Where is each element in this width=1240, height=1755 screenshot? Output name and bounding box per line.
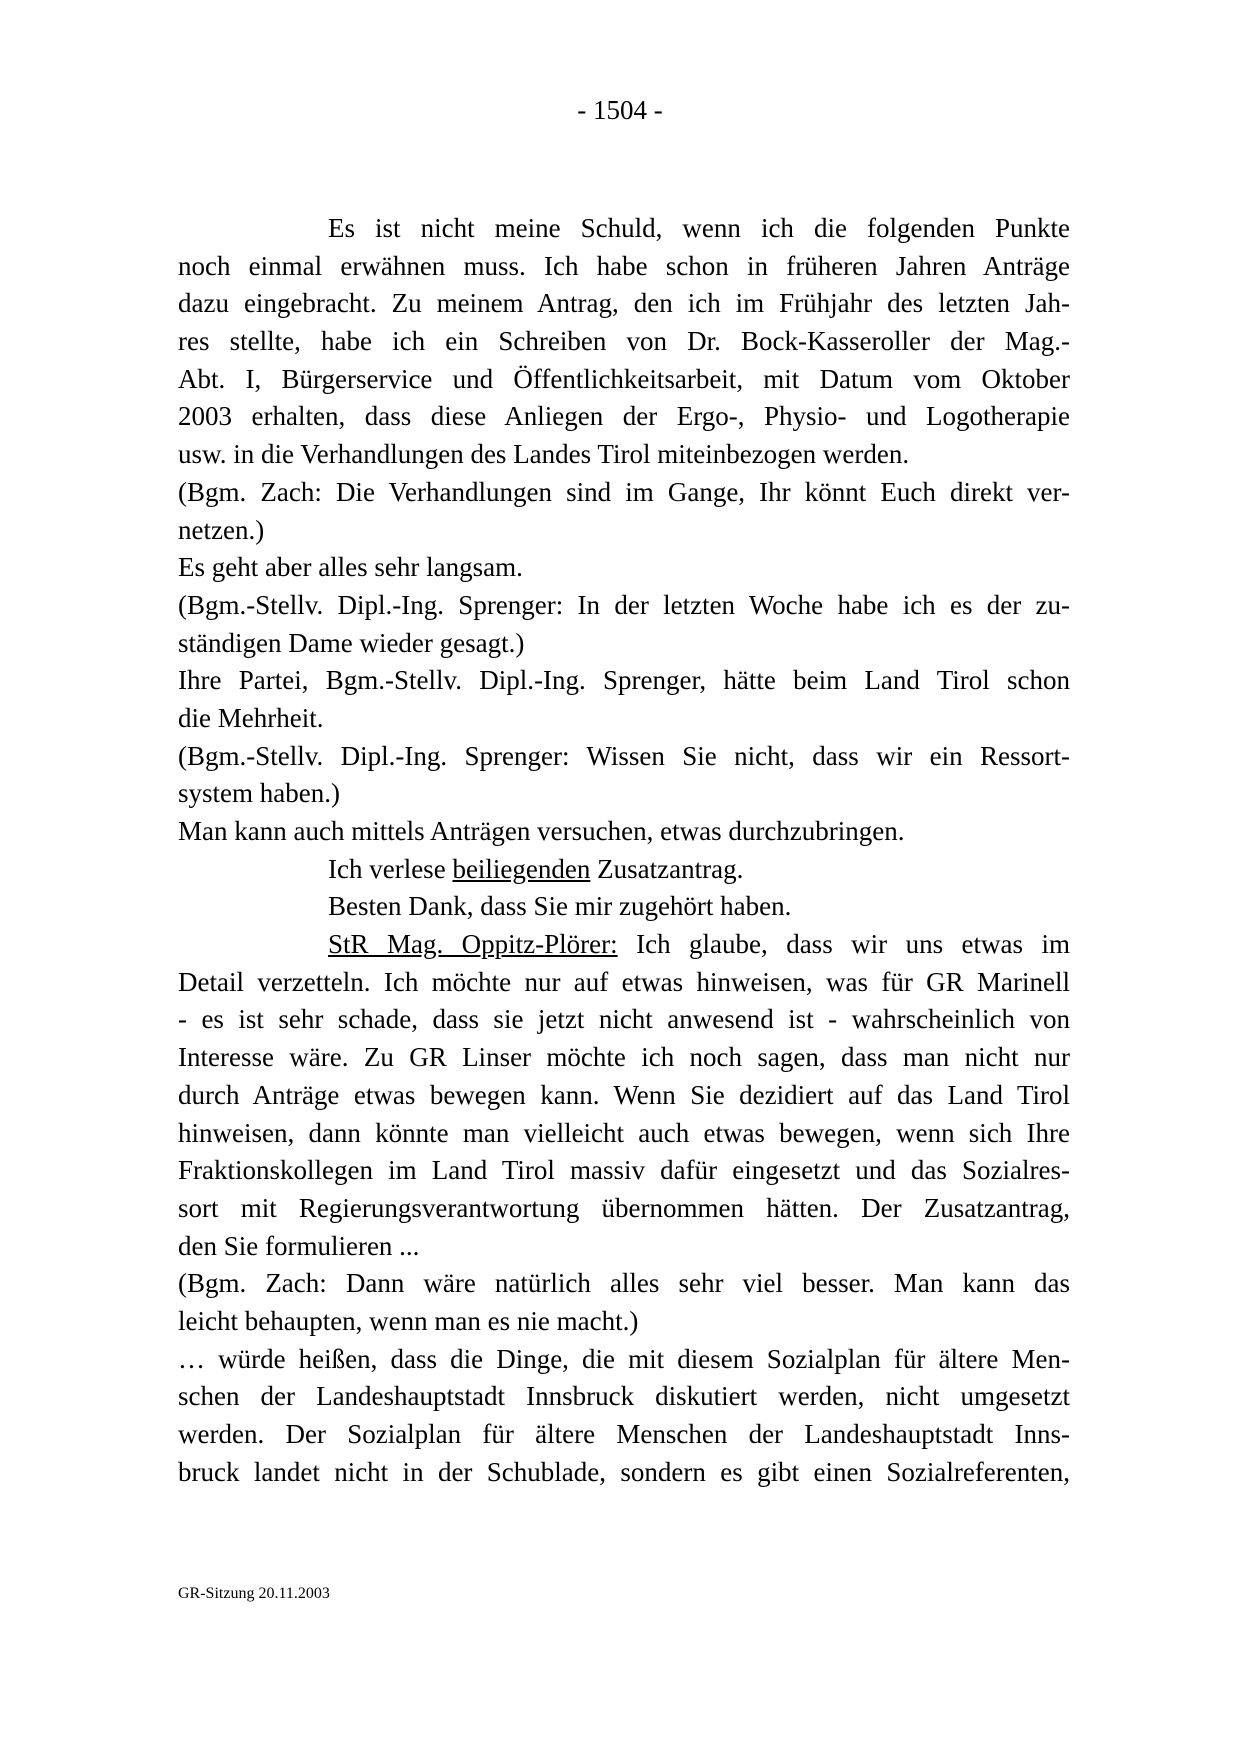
- footer-session-date: GR-Sitzung 20.11.2003: [178, 1585, 330, 1602]
- text-line: 2003 erhalten, dass diese Anliegen der Ergo-, Physio- und Logotherapie: [178, 401, 1070, 432]
- text-line: hinweisen, dann könnte man vielleicht auch etwas bewegen, wenn sich Ihre: [178, 1117, 1070, 1148]
- text-line: Besten Dank, dass Sie mir zugehört haben.: [328, 891, 792, 922]
- text-segment: Ich verlese: [328, 853, 453, 884]
- text-line: werden. Der Sozialplan für ältere Menschen der Landeshauptstadt Inns-: [178, 1419, 1070, 1449]
- underlined-word: beiliegenden: [452, 853, 591, 884]
- speaker-name: StR Mag. Oppitz-Plörer:: [328, 929, 618, 960]
- text-line: - es ist sehr schade, dass sie jetzt nicht anwesend ist - wahrscheinlich von: [178, 1004, 1070, 1035]
- text-line: Es ist nicht meine Schuld, wenn ich die folgenden Punkte: [328, 213, 1070, 243]
- text-line: … würde heißen, dass die Dinge, die mit diesem Sozialplan für ältere Men-: [178, 1343, 1070, 1374]
- interjection-line: leicht behaupten, wenn man es nie macht.): [178, 1305, 639, 1336]
- text-line: die Mehrheit.: [178, 702, 324, 733]
- text-line: [178, 851, 1070, 889]
- text-line: Es geht aber alles sehr langsam.: [178, 552, 523, 583]
- text-segment: Zusatzantrag.: [590, 853, 744, 884]
- text-line: Man kann auch mittels Anträgen versuchen, etwas durchzubringen.: [178, 816, 905, 846]
- interjection-line: (Bgm.-Stellv. Dipl.-Ing. Sprenger: In der letzten Woche habe ich es der zu-: [178, 589, 1070, 620]
- text-line: dazu eingebracht. Zu meinem Antrag, den ich im Frühjahr des letzten Jah-: [178, 288, 1070, 319]
- text-line: sort mit Regierungsverantwortung übernommen hätten. Der Zusatzantrag,: [178, 1192, 1070, 1223]
- text-line: Fraktionskollegen im Land Tirol massiv dafür eingesetzt und das Sozialres-: [178, 1155, 1070, 1186]
- text-line: Detail verzetteln. Ich möchte nur auf etwas hinweisen, was für GR Marinell: [178, 966, 1070, 997]
- text-line: Ihre Partei, Bgm.-Stellv. Dipl.-Ing. Sprenger, hätte beim Land Tirol schon: [178, 665, 1070, 696]
- speaker-line: [178, 926, 1070, 964]
- text-line: bruck landet nicht in der Schublade, sondern es gibt einen Sozialreferenten,: [178, 1456, 1070, 1487]
- text-line: noch einmal erwähnen muss. Ich habe schon in früheren Jahren Anträge: [178, 250, 1070, 281]
- text-line: res stellte, habe ich ein Schreiben von Dr. Bock-Kasseroller der Mag.-: [178, 326, 1070, 357]
- text-line: den Sie formulieren ...: [178, 1230, 420, 1261]
- interjection-line: (Bgm.-Stellv. Dipl.-Ing. Sprenger: Wissen Sie nicht, dass wir ein Ressort-: [178, 740, 1070, 771]
- interjection-line: ständigen Dame wieder gesagt.): [178, 627, 525, 658]
- text-line: usw. in die Verhandlungen des Landes Tirol miteinbezogen werden.: [178, 439, 910, 470]
- text-line: durch Anträge etwas bewegen kann. Wenn Sie dezidiert auf das Land Tirol: [178, 1079, 1070, 1110]
- document-body: [178, 210, 1070, 1491]
- text-line: schen der Landeshauptstadt Innsbruck diskutiert werden, nicht umgesetzt: [178, 1381, 1070, 1412]
- interjection-line: (Bgm. Zach: Die Verhandlungen sind im Gange, Ihr könnt Euch direkt ver-: [178, 476, 1070, 507]
- text-line: Interesse wäre. Zu GR Linser möchte ich noch sagen, dass man nicht nur: [178, 1042, 1070, 1073]
- text-segment: Ich glaube, dass wir uns etwas im: [617, 929, 1070, 960]
- interjection-line: system haben.): [178, 778, 340, 809]
- interjection-line: (Bgm. Zach: Dann wäre natürlich alles sehr viel besser. Man kann das: [178, 1268, 1070, 1299]
- page-number: - 1504 -: [577, 95, 663, 125]
- text-line: Abt. I, Bürgerservice und Öffentlichkeitsarbeit, mit Datum vom Oktober: [178, 363, 1070, 394]
- interjection-line: netzen.): [178, 514, 265, 545]
